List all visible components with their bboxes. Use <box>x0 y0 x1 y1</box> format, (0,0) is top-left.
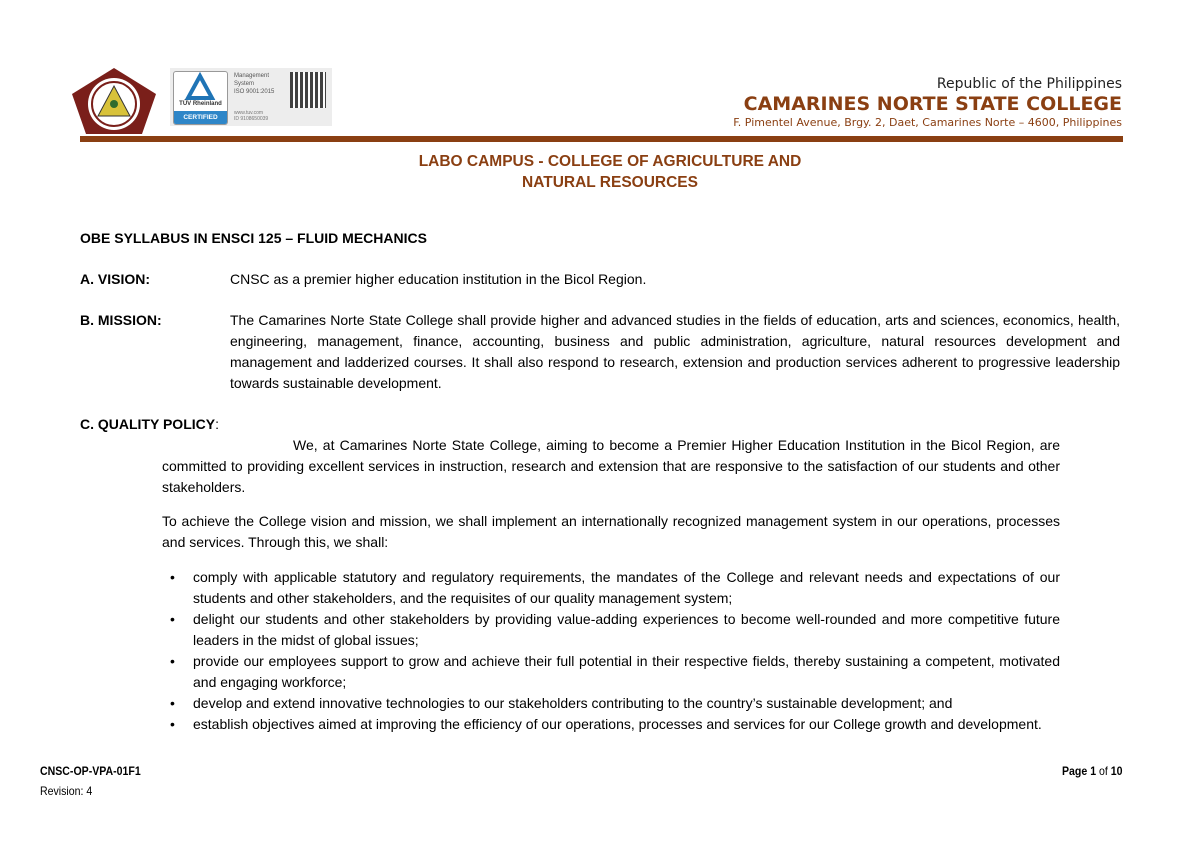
revision-info <box>40 784 92 798</box>
republic-text: Republic of the Philippines <box>936 76 1122 92</box>
header-divider <box>80 136 1123 142</box>
page-number <box>1062 764 1123 778</box>
document-code: CNSC-OP-VPA-01F1 <box>40 764 141 778</box>
list-item <box>162 693 1060 714</box>
college-name: CAMARINES NORTE STATE COLLEGE <box>743 93 1122 115</box>
quality-policy-commitments <box>162 567 1060 735</box>
college-seal-logo <box>70 66 158 136</box>
tuv-triangle-icon <box>174 72 227 102</box>
cert-system: Management System <box>234 73 270 87</box>
campus-title-line-2: NATURAL RESOURCES <box>522 174 698 191</box>
syllabus-title: OBE SYLLABUS IN ENSCI 125 – FLUID MECHANICS <box>80 230 427 246</box>
quality-policy-heading <box>80 414 219 435</box>
total-pages: 10 <box>1110 764 1123 778</box>
vision-label: A. VISION: <box>80 271 151 287</box>
current-page: 1 <box>1090 764 1097 778</box>
list-item <box>162 609 1060 651</box>
qr-code-icon <box>290 72 326 108</box>
cert-id: ID 9108650039 <box>234 116 269 122</box>
list-item <box>162 651 1060 693</box>
page-label: Page <box>1062 764 1088 778</box>
quality-policy-paragraph-1: We, at Camarines Norte State College, aiming to become a Premier Higher Education Institution in the Bicol Region, are committed to providing excellent services in instruction, research and extension that are responsive to the satisfaction of our students and other stakeholders. <box>162 437 1060 495</box>
iso-certification-badge <box>170 68 332 126</box>
list-item-text: comply with applicable statutory and regulatory requirements, the mandates of the College and relevant needs and expectations of our students and other stakeholders, and the requisites of our quality management system; <box>193 569 1060 606</box>
list-item <box>162 714 1060 735</box>
bullet-icon: • <box>170 569 175 585</box>
revision-number: 4 <box>86 784 93 798</box>
bullet-icon: • <box>170 653 175 669</box>
cert-url: www.tuv.com <box>234 110 264 116</box>
vision-text: CNSC as a premier higher education institution in the Bicol Region. <box>230 271 647 287</box>
bullet-icon: • <box>170 611 175 627</box>
list-item-text: establish objectives aimed at improving the efficiency of our operations, processes and services for our College growth and development. <box>193 716 1042 732</box>
cert-brand: TÜV Rheinland <box>179 101 222 107</box>
mission-text: The Camarines Norte State College shall provide higher and advanced studies in the fields of education, arts and sciences, economics, health, engineering, management, finance, accounting, business and public administration, agriculture, natural resources development and management and ladderized courses. It shall also respond to research, extension and production services adherent to progressive leadership towards sustainable development. <box>230 312 1120 391</box>
quality-policy-label: C. QUALITY POLICY <box>80 416 216 432</box>
revision-label: Revision: <box>40 784 84 798</box>
list-item-text: provide our employees support to grow and achieve their full potential in their respective fields, thereby sustaining a competent, motivated and engaging workforce; <box>193 653 1060 690</box>
campus-title-line-1: LABO CAMPUS - COLLEGE OF AGRICULTURE AND <box>418 153 802 170</box>
list-item-text: delight our students and other stakeholders by providing value-adding experiences to become well-rounded and more competitive future leaders in the midst of global issues; <box>193 611 1060 648</box>
of-label: of <box>1099 764 1108 778</box>
bullet-icon: • <box>170 695 175 711</box>
mission-label: B. MISSION: <box>80 312 162 328</box>
list-item-text: develop and extend innovative technologies to our stakeholders contributing to the country’s sustainable development; and <box>193 695 953 711</box>
quality-policy-paragraph-2: To achieve the College vision and mission, we shall implement an internationally recognized management system in our operations, processes and services. Through this, we shall: <box>162 513 1060 550</box>
cert-standard: ISO 9001:2015 <box>234 89 275 95</box>
bullet-icon: • <box>170 716 175 732</box>
quality-policy-colon: : <box>215 416 219 432</box>
college-address: F. Pimentel Avenue, Brgy. 2, Daet, Camarines Norte – 4600, Philippines <box>733 116 1122 129</box>
list-item <box>162 567 1060 609</box>
cert-status: CERTIFIED <box>174 111 227 124</box>
